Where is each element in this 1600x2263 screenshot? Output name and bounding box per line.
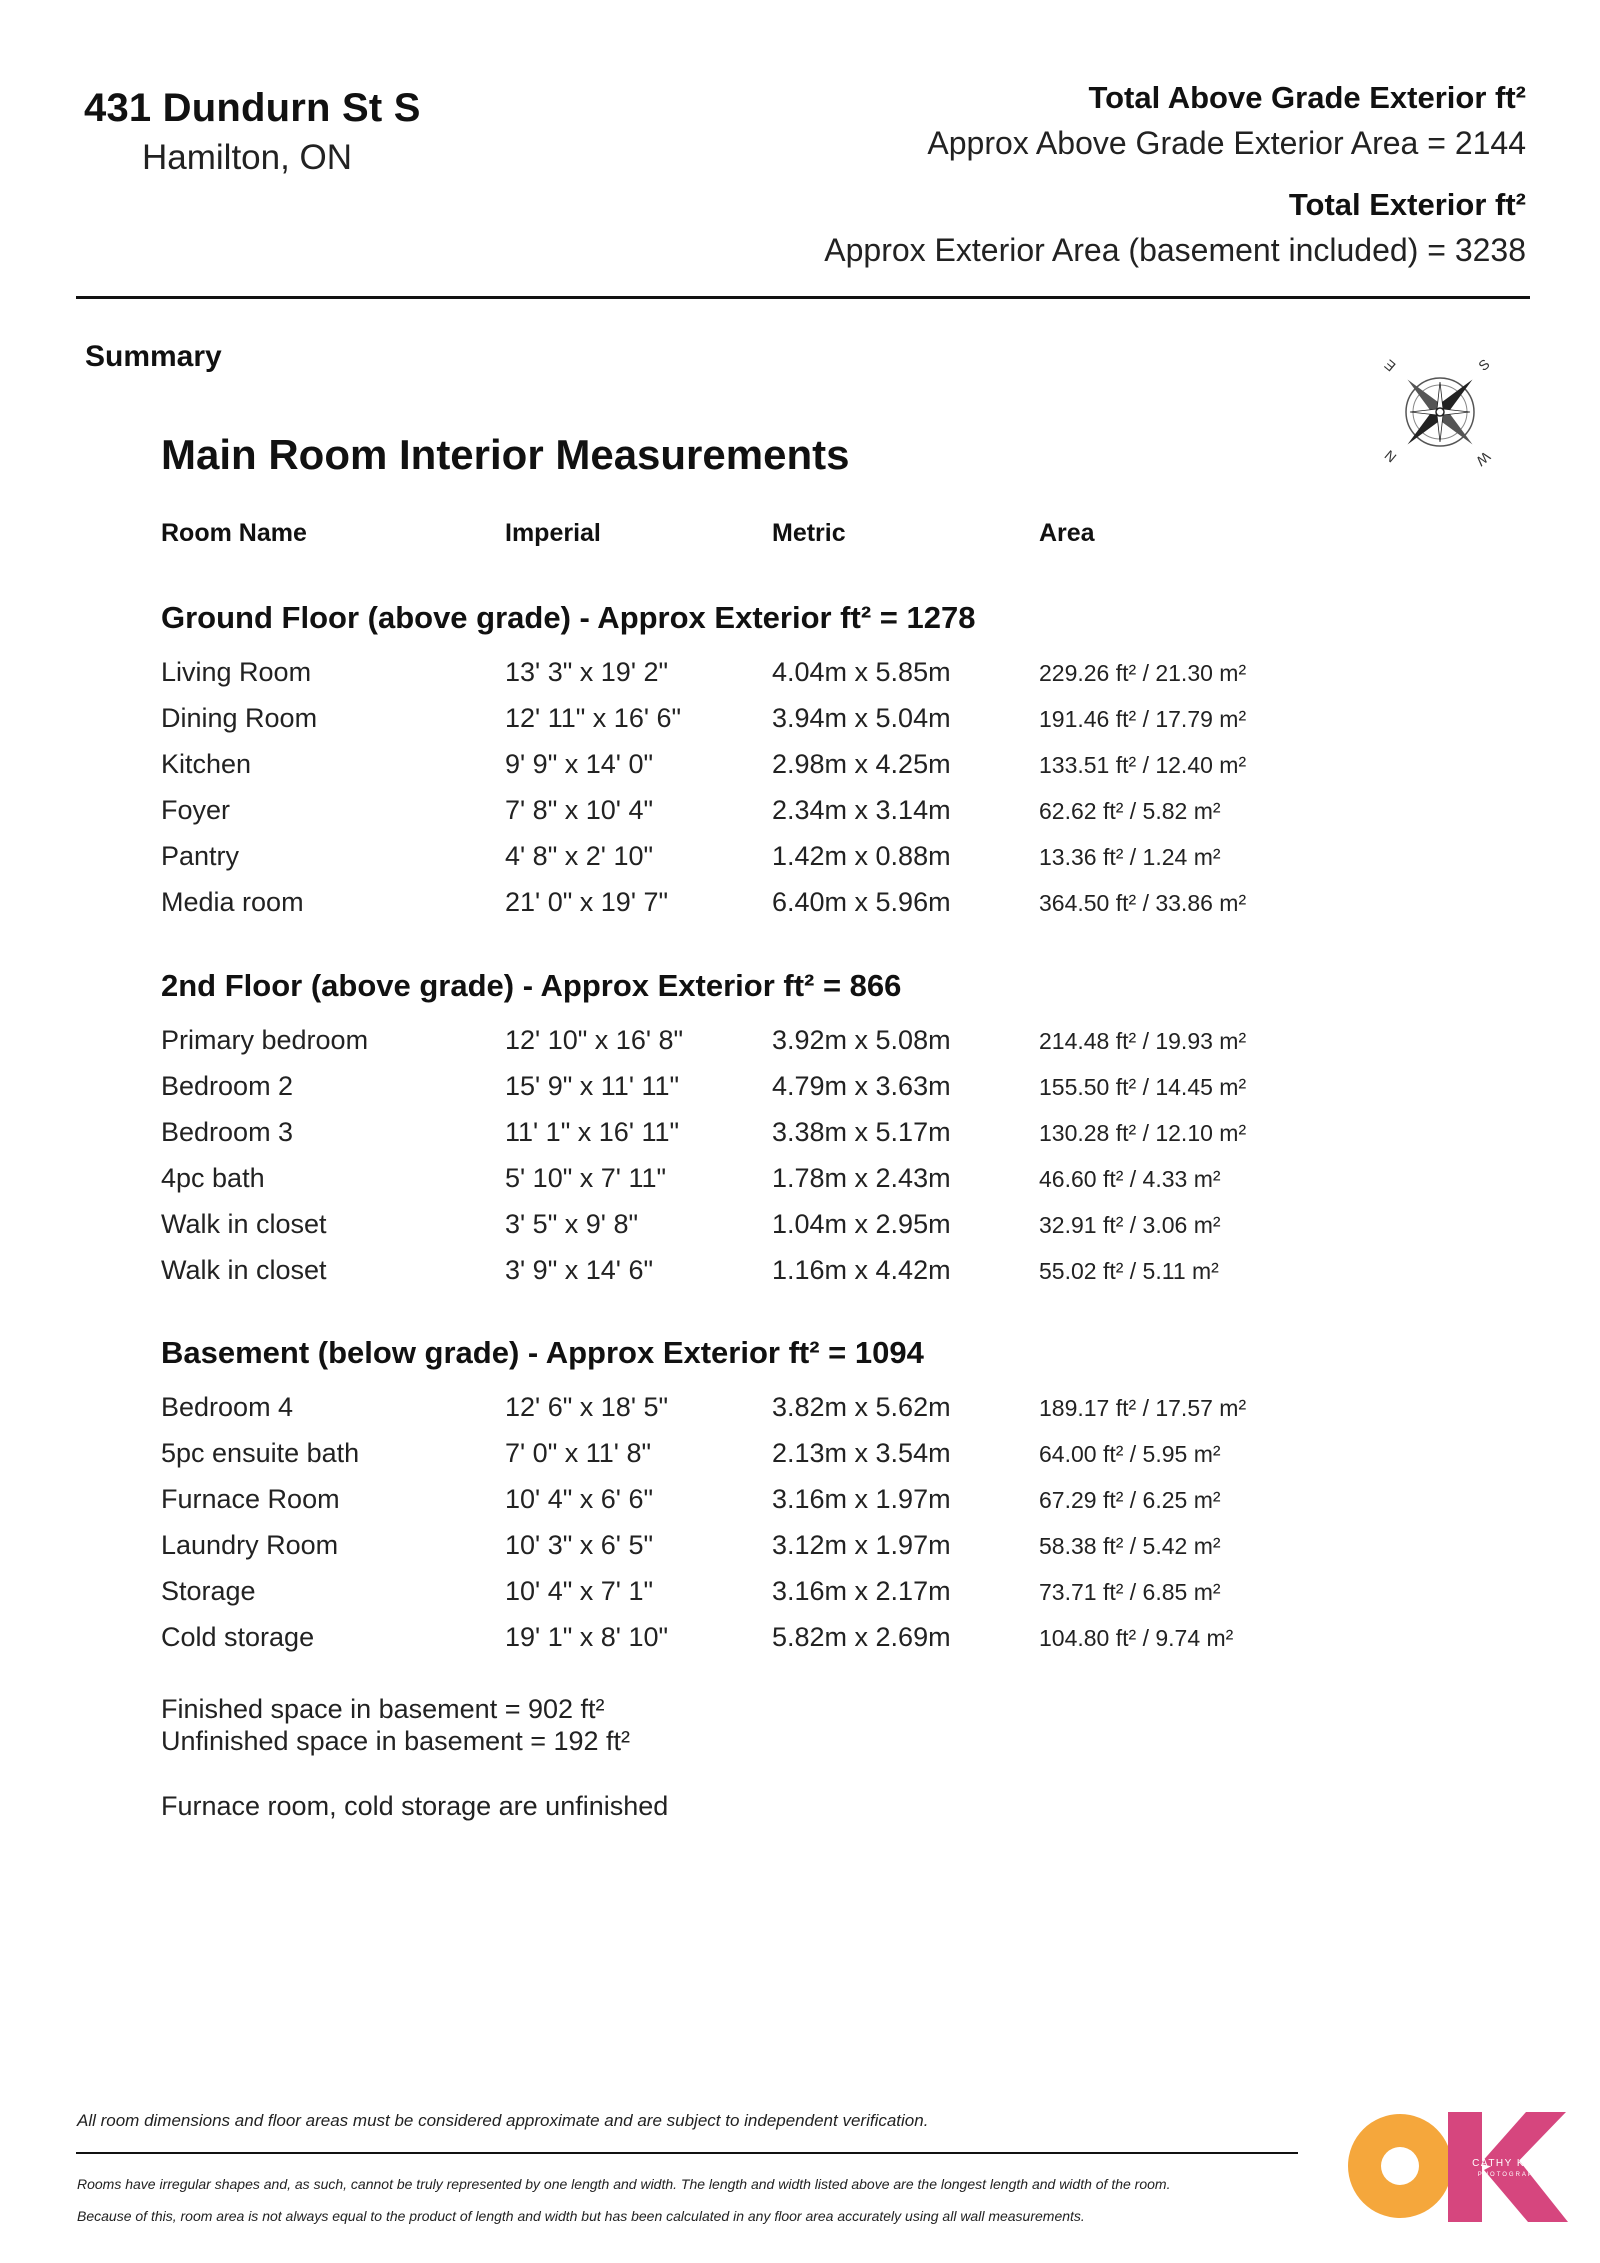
column-header-metric: Metric [772, 519, 846, 547]
room-imperial: 13' 3" x 19' 2" [505, 657, 669, 687]
room-imperial: 3' 5" x 9' 8" [505, 1209, 639, 1239]
logo-text-line1: CATHY KOOP [1472, 2158, 1552, 2169]
compass-e: E [1381, 356, 1399, 375]
summary-label: Summary [85, 340, 222, 373]
room-imperial: 7' 8" x 10' 4" [505, 795, 654, 825]
room-name: 4pc bath [161, 1163, 265, 1193]
room-metric: 3.92m x 5.08m [772, 1025, 951, 1055]
compass-n: N [1381, 446, 1400, 466]
room-metric: 1.42m x 0.88m [772, 841, 951, 871]
cathy-koop-logo [1330, 2094, 1570, 2234]
room-imperial: 5' 10" x 7' 11" [505, 1163, 667, 1193]
total-exterior-value: Approx Exterior Area (basement included) = 3238 [824, 232, 1526, 268]
room-name: Dining Room [161, 703, 318, 733]
table-row [0, 657, 1600, 703]
finished-space-note: Finished space in basement = 902 ft² [161, 1694, 605, 1724]
room-metric: 2.98m x 4.25m [772, 749, 951, 779]
column-header-area: Area [1039, 519, 1095, 547]
room-area: 133.51 ft² / 12.40 m² [1039, 752, 1247, 778]
room-metric: 3.94m x 5.04m [772, 703, 951, 733]
table-row [0, 1484, 1600, 1530]
room-area: 155.50 ft² / 14.45 m² [1039, 1074, 1247, 1100]
main-title: Main Room Interior Measurements [161, 431, 850, 478]
room-area: 229.26 ft² / 21.30 m² [1039, 660, 1247, 686]
table-row [0, 1530, 1600, 1576]
logo-letters: OK [1449, 2108, 1451, 2109]
table-row [0, 1117, 1600, 1163]
room-area: 62.62 ft² / 5.82 m² [1039, 798, 1221, 824]
room-metric: 4.04m x 5.85m [772, 657, 951, 687]
room-area: 46.60 ft² / 4.33 m² [1039, 1166, 1221, 1192]
room-metric: 3.16m x 1.97m [772, 1484, 951, 1514]
table-row [0, 1025, 1600, 1071]
table-row [0, 1209, 1600, 1255]
room-area: 64.00 ft² / 5.95 m² [1039, 1441, 1221, 1467]
room-name: Cold storage [161, 1622, 315, 1652]
room-name: Bedroom 4 [161, 1392, 294, 1422]
disclaimer: All room dimensions and floor areas must be considered approximate and are subject to independent verification. [77, 2111, 929, 2130]
room-area: 364.50 ft² / 33.86 m² [1039, 890, 1247, 916]
room-imperial: 10' 3" x 6' 5" [505, 1530, 654, 1560]
table-row [0, 1622, 1600, 1668]
section-title-basement: Basement (below grade) - Approx Exterior ft² = 1094 [161, 1335, 924, 1370]
table-row [0, 841, 1600, 887]
room-metric: 3.38m x 5.17m [772, 1117, 951, 1147]
room-imperial: 10' 4" x 6' 6" [505, 1484, 654, 1514]
room-metric: 6.40m x 5.96m [772, 887, 951, 917]
room-name: Primary bedroom [161, 1025, 369, 1055]
room-name: Foyer [161, 795, 231, 825]
table-row [0, 1071, 1600, 1117]
room-name: Storage [161, 1576, 256, 1606]
room-name: Bedroom 2 [161, 1071, 294, 1101]
room-name: Kitchen [161, 749, 252, 779]
room-name: Living Room [161, 657, 312, 687]
room-name: Media room [161, 887, 304, 917]
table-row [0, 887, 1600, 933]
table-row [0, 1438, 1600, 1484]
room-name: Walk in closet [161, 1209, 327, 1239]
room-name: 5pc ensuite bath [161, 1438, 360, 1468]
room-area: 58.38 ft² / 5.42 m² [1039, 1533, 1221, 1559]
unfinished-space-note: Unfinished space in basement = 192 ft² [161, 1726, 631, 1756]
room-name: Bedroom 3 [161, 1117, 294, 1147]
total-exterior-label: Total Exterior ft² [1288, 187, 1526, 222]
section-title-ground-floor: Ground Floor (above grade) - Approx Exterior ft² = 1278 [161, 600, 976, 635]
room-name: Walk in closet [161, 1255, 327, 1285]
room-metric: 1.04m x 2.95m [772, 1209, 951, 1239]
footer-divider [76, 2152, 1298, 2154]
room-metric: 2.13m x 3.54m [772, 1438, 951, 1468]
table-row [0, 1576, 1600, 1622]
room-area: 67.29 ft² / 6.25 m² [1039, 1487, 1221, 1513]
room-imperial: 12' 6" x 18' 5" [505, 1392, 669, 1422]
room-metric: 5.82m x 2.69m [772, 1622, 951, 1652]
room-imperial: 3' 9" x 14' 6" [505, 1255, 654, 1285]
table-row [0, 1392, 1600, 1438]
above-grade-value: Approx Above Grade Exterior Area = 2144 [927, 125, 1526, 161]
room-metric: 3.82m x 5.62m [772, 1392, 951, 1422]
table-row [0, 703, 1600, 749]
compass-w: W [1473, 448, 1494, 470]
room-imperial: 12' 10" x 16' 8" [505, 1025, 684, 1055]
unfinished-rooms-note: Furnace room, cold storage are unfinished [161, 1791, 669, 1821]
room-imperial: 12' 11" x 16' 6" [505, 703, 682, 733]
room-area: 73.71 ft² / 6.85 m² [1039, 1579, 1221, 1605]
room-imperial: 15' 9" x 11' 11" [505, 1071, 680, 1101]
room-imperial: 10' 4" x 7' 1" [505, 1576, 654, 1606]
room-imperial: 4' 8" x 2' 10" [505, 841, 654, 871]
room-name: Furnace Room [161, 1484, 340, 1514]
room-area: 104.80 ft² / 9.74 m² [1039, 1625, 1234, 1651]
compass-icon [1380, 352, 1500, 472]
compass-s: S [1475, 355, 1493, 374]
room-area: 13.36 ft² / 1.24 m² [1039, 844, 1221, 870]
column-header-imperial: Imperial [505, 519, 601, 547]
room-area: 130.28 ft² / 12.10 m² [1039, 1120, 1247, 1146]
above-grade-label: Total Above Grade Exterior ft² [1088, 80, 1526, 115]
room-name: Pantry [161, 841, 240, 871]
room-imperial: 11' 1" x 16' 11" [505, 1117, 680, 1147]
room-name: Laundry Room [161, 1530, 339, 1560]
room-imperial: 7' 0" x 11' 8" [505, 1438, 652, 1468]
room-metric: 2.34m x 3.14m [772, 795, 951, 825]
room-metric: 1.78m x 2.43m [772, 1163, 951, 1193]
room-imperial: 9' 9" x 14' 0" [505, 749, 654, 779]
property-address: 431 Dundurn St S [84, 86, 421, 130]
room-area: 191.46 ft² / 17.79 m² [1039, 706, 1247, 732]
table-row [0, 795, 1600, 841]
room-area: 189.17 ft² / 17.57 m² [1039, 1395, 1247, 1421]
fine-print-1: Rooms have irregular shapes and, as such, cannot be truly represented by one length and width. The length and width listed above are the longest length and width of the room. [77, 2176, 1171, 2192]
room-metric: 4.79m x 3.63m [772, 1071, 951, 1101]
room-area: 55.02 ft² / 5.11 m² [1039, 1258, 1219, 1284]
table-row [0, 749, 1600, 795]
column-header-name: Room Name [161, 519, 307, 547]
room-metric: 1.16m x 4.42m [772, 1255, 951, 1285]
header-divider [76, 296, 1530, 299]
property-city: Hamilton, ON [142, 138, 353, 177]
room-metric: 3.12m x 1.97m [772, 1530, 951, 1560]
logo-text-line2: PHOTOGRAPHY [1477, 2172, 1547, 2178]
room-area: 214.48 ft² / 19.93 m² [1039, 1028, 1247, 1054]
room-imperial: 19' 1" x 8' 10" [505, 1622, 669, 1652]
fine-print-2: Because of this, room area is not always equal to the product of length and width but has been calculated in any floor area accurately using all wall measurements. [77, 2208, 1085, 2224]
room-imperial: 21' 0" x 19' 7" [505, 887, 669, 917]
table-row [0, 1255, 1600, 1301]
section-title-second-floor: 2nd Floor (above grade) - Approx Exterior ft² = 866 [161, 968, 902, 1003]
table-row [0, 1163, 1600, 1209]
room-area: 32.91 ft² / 3.06 m² [1039, 1212, 1221, 1238]
room-metric: 3.16m x 2.17m [772, 1576, 951, 1606]
